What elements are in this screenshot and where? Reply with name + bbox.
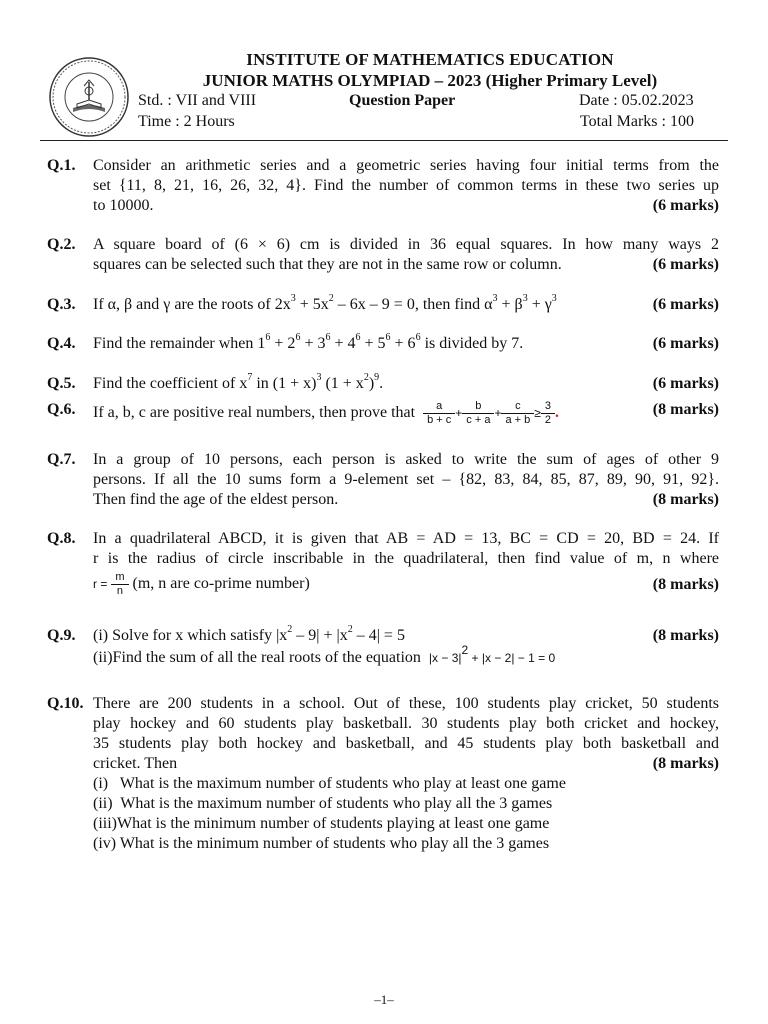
fraction-three-halves: $\frac{3}{2}$ xyxy=(541,400,555,427)
question-7 xyxy=(47,450,719,510)
question-text: There are 200 students in a school. Out of these, 100 students play cricket, 50 students xyxy=(93,695,719,712)
sub-question: (i) What is the maximum number of students who play at least one game xyxy=(93,775,566,792)
question-text: If a, b, c are positive real numbers, then prove that $\frac{a}{b + c}$ + $\frac{b}{c + a}$ + $\frac{c}{a + b}$ ≥ $\frac{3}{2}$ . (8 marks) xyxy=(93,400,719,426)
olympiad-title: JUNIOR MATHS OLYMPIAD – 2023 (Higher Primary Level) xyxy=(202,71,658,90)
question-8 xyxy=(47,529,719,598)
fraction-b: $\frac{b}{c + a}$ xyxy=(462,400,494,427)
question-text: r is the radius of circle inscribable in the quadrilateral, then find value of m, n where xyxy=(93,550,719,567)
marks-label: (6 marks) xyxy=(652,335,719,352)
sub-question: (iv) What is the minimum number of students who play all the 3 games xyxy=(93,835,550,852)
marks-label: (6 marks) xyxy=(652,256,719,273)
marks-label: (6 marks) xyxy=(652,375,719,392)
question-text: In a quadrilateral ABCD, it is given that AB = AD = 13, BC = CD = 20, BD = 24. If xyxy=(93,530,719,547)
question-text: play hockey and 60 students play basketball. 30 students play both cricket and hockey, xyxy=(93,715,719,732)
marks-label: (8 marks) xyxy=(652,755,719,772)
sub-question: (ii) What is the maximum number of students who play all the 3 games xyxy=(93,795,553,812)
time-label: Time : 2 Hours xyxy=(138,113,235,130)
question-text: set {11, 8, 21, 16, 26, 32, 4}. Find the number of common terms in these two series up xyxy=(93,177,719,194)
paper-label: Question Paper xyxy=(349,92,456,109)
question-1 xyxy=(47,156,719,216)
question-text: to 10000. xyxy=(93,197,154,214)
question-5 xyxy=(47,371,719,394)
question-text: In a group of 10 persons, each person is asked to write the sum of ages of other 9 xyxy=(93,451,719,468)
radius-formula: r = $\frac{m}{n}$ (m, n are co-prime number) (8 marks) xyxy=(93,571,719,597)
marks-label: (8 marks) xyxy=(652,576,719,593)
question-text: Then find the age of the eldest person. xyxy=(93,491,339,508)
question-10 xyxy=(47,694,719,854)
question-number: Q.7. xyxy=(47,451,76,468)
total-marks-label: Total Marks : 100 xyxy=(580,113,694,130)
question-text: 35 students play both hockey and basketball, and 45 students play both basketball and xyxy=(93,735,719,752)
question-number: Q.6. xyxy=(47,401,76,418)
question-number: Q.2. xyxy=(47,236,76,253)
question-number: Q.3. xyxy=(47,296,76,313)
marks-label: (6 marks) xyxy=(652,197,719,214)
marks-label: (6 marks) xyxy=(652,296,719,313)
question-text: persons. If all the 10 sums form a 9-element set – {82, 83, 84, 85, 87, 89, 90, 91, 92}. xyxy=(93,471,719,488)
marks-label: (8 marks) xyxy=(652,627,719,644)
question-9 xyxy=(47,623,719,668)
question-number: Q.5. xyxy=(47,375,76,392)
question-text: Consider an arithmetic series and a geometric series having four initial terms from the xyxy=(93,157,719,174)
page-number: –1– xyxy=(374,992,394,1007)
question-text: If α, β and γ are the roots of $2x^3 + 5x^2 - 6x - 9 = 0$, then find $\alpha^3 + \beta^3 + \gamma^3$ (6 marks) xyxy=(93,292,719,313)
question-number: Q.1. xyxy=(47,157,76,174)
date-label: Date : 05.02.2023 xyxy=(579,92,694,109)
question-number: Q.4. xyxy=(47,335,76,352)
question-number: Q.10. xyxy=(47,695,84,712)
question-3 xyxy=(47,292,719,315)
marks-label: (8 marks) xyxy=(652,491,719,508)
institute-title: INSTITUTE OF MATHEMATICS EDUCATION xyxy=(246,50,614,69)
fraction-a: $\frac{a}{b + c}$ xyxy=(423,400,455,427)
question-text: A square board of (6 × 6) cm is divided in 36 equal squares. In how many ways 2 xyxy=(93,236,719,253)
question-number: Q.8. xyxy=(47,530,76,547)
question-text: squares can be selected such that they are not in the same row or column. xyxy=(93,256,562,273)
question-number: Q.9. xyxy=(47,627,76,644)
question-text: cricket. Then xyxy=(93,755,178,772)
question-text: Find the remainder when $1^6 + 2^6 + 3^6 + 4^6 + 5^6 + 6^6$ is divided by 7. (6 marks) xyxy=(93,331,719,352)
question-2 xyxy=(47,235,719,275)
question-6 xyxy=(47,400,719,427)
question-4 xyxy=(47,331,719,354)
question-text: (ii)Find the sum of all the real roots of the equation $|x - 3|^2 + |x - 2| - 1 = 0$ xyxy=(93,642,556,666)
header-divider xyxy=(40,140,728,141)
fraction-c: $\frac{c}{a + b}$ xyxy=(501,400,534,427)
standard-label: Std. : VII and VIII xyxy=(138,92,257,109)
question-text: Find the coefficient of $x^7$ in $(1 + x)^3$ $(1 + x^2)^9$. (6 marks) xyxy=(93,371,719,392)
sub-question: (iii)What is the minimum number of students playing at least one game xyxy=(93,815,550,832)
marks-label: (8 marks) xyxy=(652,401,719,418)
question-text: (i) Solve for x which satisfy $|x^2 - 9| + |x^2 - 4| = 5$ (8 marks) xyxy=(93,623,719,644)
